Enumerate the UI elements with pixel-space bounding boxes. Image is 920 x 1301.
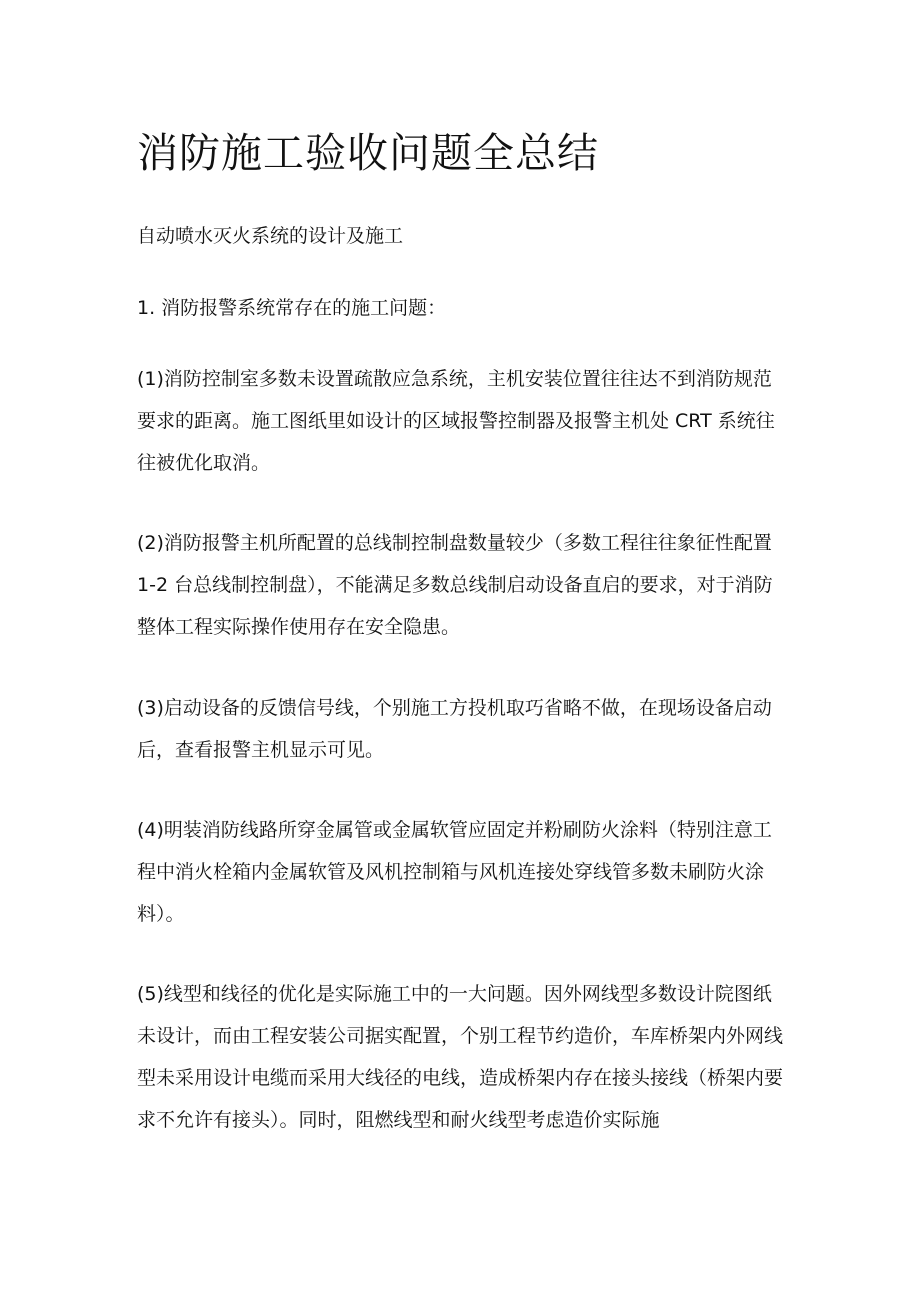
section-heading: 1. 消防报警系统常存在的施工问题： [137,297,447,319]
paragraph-5: (5)线型和线径的优化是实际施工中的一大问题。因外网线型多数设计院图纸未设计，而由工程安装公司据实配置，个别工程节约造价，车库桥架内外网线型未采用设计电缆而采用大线径的电线，造成桥架内存在接头接线（桥架内要求不允许有接头）。同时，阻燃线型和耐火线型考虑造价实际施 [137,983,784,1131]
document-title: 消防施工验收问题全总结 [137,129,599,177]
paragraph-1: (1)消防控制室多数未设置疏散应急系统，主机安装位置往往达不到消防规范要求的距离。施工图纸里如设计的区域报警控制器及报警主机处 CRT 系统往往被优化取消。 [137,368,775,474]
paragraph-3: (3)启动设备的反馈信号线，个别施工方投机取巧省略不做，在现场设备启动后，查看报警主机显示可见。 [137,697,772,761]
paragraph-2: (2)消防报警主机所配置的总线制控制盘数量较少（多数工程往往象征性配置 1-2 台总线制控制盘），不能满足多数总线制启动设备直启的要求，对于消防整体工程实际操作使用存在安全隐患。 [137,532,773,638]
paragraph-4: (4)明装消防线路所穿金属管或金属软管应固定并粉刷防火涂料（特别注意工程中消火栓箱内金属软管及风机控制箱与风机连接处穿线管多数未刷防火涂料）。 [137,819,772,925]
document-subtitle: 自动喷水灭火系统的设计及施工 [137,225,404,247]
